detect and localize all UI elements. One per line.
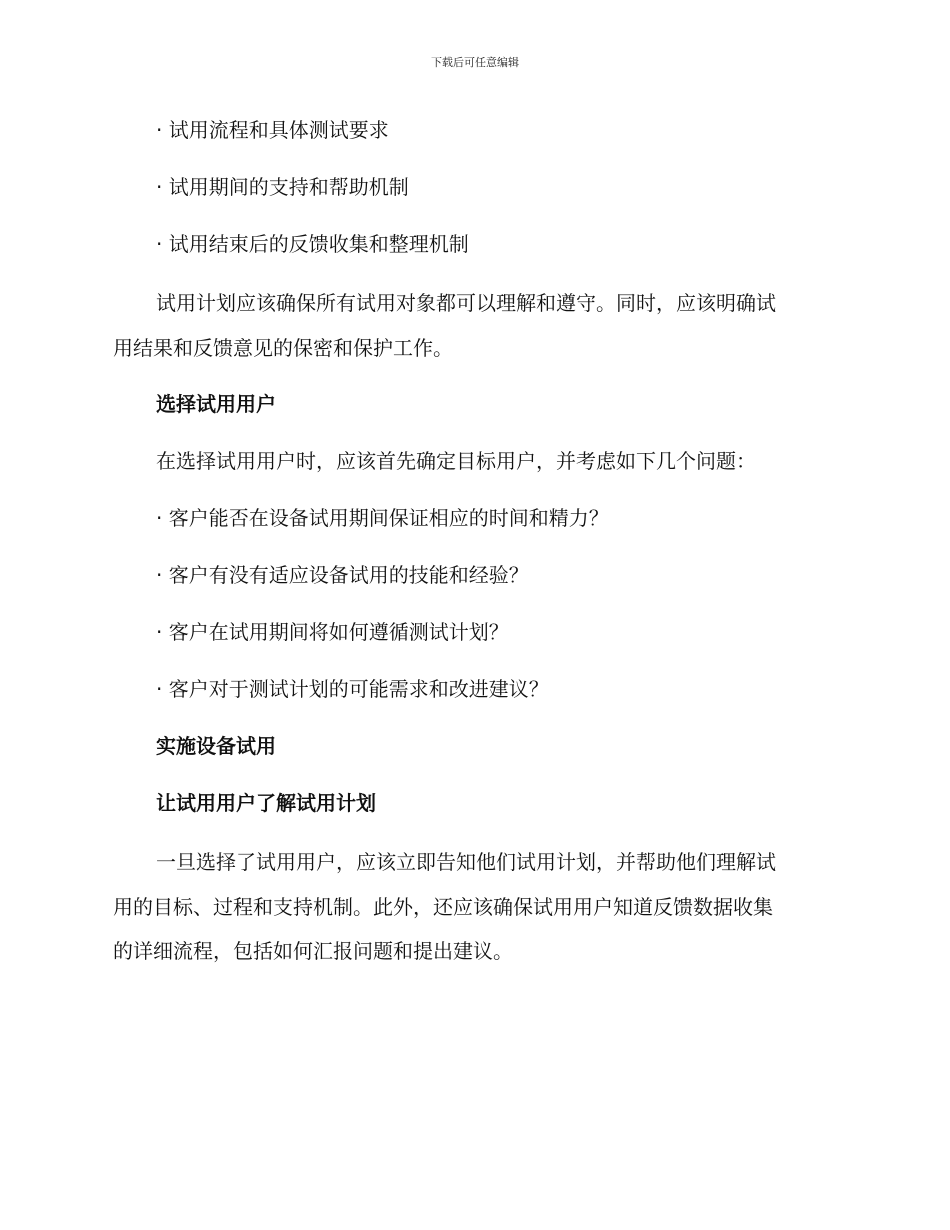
bullet-item: · 试用期间的支持和帮助机制 (156, 175, 409, 199)
paragraph (113, 840, 835, 974)
bullet-item: · 客户有没有适应设备试用的技能和经验？ (156, 563, 529, 587)
page-header: 下载后可任意编辑 (431, 56, 519, 69)
paragraph-line: 用的目标、过程和支持机制。此外，还应该确保试用用户知道反馈数据收集 (113, 894, 773, 919)
bullet-item: · 试用结束后的反馈收集和整理机制 (156, 232, 469, 256)
paragraph-line: 用结果和反馈意见的保密和保护工作。 (113, 335, 453, 360)
document-body (113, 110, 835, 988)
section-heading: 实施设备试用 (156, 734, 276, 758)
bullet-item: · 客户对于测试计划的可能需求和改进建议？ (156, 677, 549, 701)
paragraph: 在选择试用用户时，应该首先确定目标用户，并考虑如下几个问题： (156, 449, 756, 473)
paragraph-line: 试用计划应该确保所有试用对象都可以理解和遵守。同时，应该明确试 (156, 291, 776, 315)
bullet-item: · 客户能否在设备试用期间保证相应的时间和精力？ (156, 506, 609, 530)
section-heading: 选择试用用户 (156, 392, 276, 416)
paragraph (113, 281, 835, 370)
paragraph-line: 的详细流程，包括如何汇报问题和提出建议。 (113, 939, 513, 963)
section-heading: 让试用用户了解试用计划 (156, 791, 376, 815)
paragraph-line: 一旦选择了试用用户，应该立即告知他们试用计划，并帮助他们理解试 (156, 850, 776, 874)
bullet-item: · 试用流程和具体测试要求 (156, 118, 389, 142)
bullet-item: · 客户在试用期间将如何遵循测试计划？ (156, 620, 509, 644)
